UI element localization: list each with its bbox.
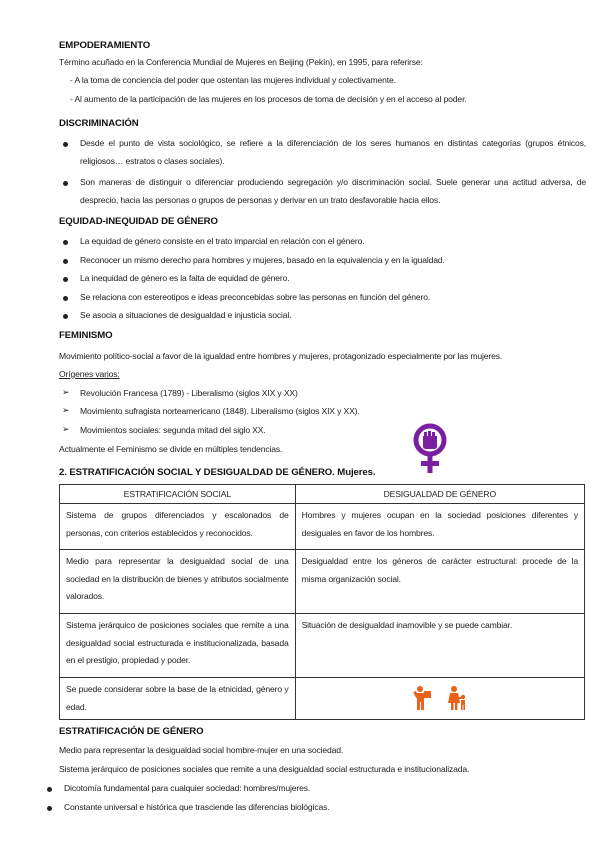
equidad-item: La inequidad de género es la falta de equidad de género. <box>80 273 290 283</box>
table-cell-text: Hombres y mujeres ocupan en la sociedad posiciones diferentes y desiguales en favor de los hombres. <box>301 510 578 538</box>
empoderamiento-item: - A la toma de conciencia del poder que ostentan las mujeres individual y colectivamente. <box>70 75 396 85</box>
woman-with-child-icon <box>446 685 468 711</box>
table-header-row <box>60 485 585 504</box>
equidad-item: Se asocia a situaciones de desigualdad e injusticia social. <box>80 310 292 320</box>
bullet-dot-icon <box>63 259 68 264</box>
equidad-item: Reconocer un mismo derecho para hombres y mujeres, basado en la equivalencia y en la igualdad. <box>80 255 445 265</box>
heading-estratificacion-genero: ESTRATIFICACIÓN DE GÉNERO <box>59 726 204 737</box>
heading-empoderamiento: EMPODERAMIENTO <box>59 40 151 51</box>
bullet-dot-icon <box>63 277 68 282</box>
arrow-bullet-icon: ➢ <box>62 424 70 434</box>
discriminacion-item-1-line-1: Desde el punto de vista sociológico, se refiere a la diferenciación de los seres humanos en distintas categorías (grupos étnicos, <box>80 138 586 148</box>
table-cell <box>295 614 584 678</box>
arrow-bullet-icon: ➢ <box>62 387 70 397</box>
table-cell <box>60 504 296 550</box>
equidad-item: La equidad de género consiste en el trato imparcial en relación con el género. <box>80 236 365 246</box>
table-header-desigualdad: DESIGUALDAD DE GÉNERO <box>295 485 584 504</box>
table-cell <box>295 678 584 720</box>
feminismo-origin: Revolución Francesa (1789) - Liberalismo (siglos XIX y XX) <box>80 388 298 398</box>
discriminacion-item-2-line-1: Son maneras de distinguir o diferenciar produciendo segregación y/o discriminación social. Suele generar una actitud adversa, de <box>80 177 586 187</box>
table-row <box>60 550 585 614</box>
table-cell <box>60 614 296 678</box>
empoderamiento-item: - Al aumento de la participación de las mujeres en los procesos de toma de decisión y en el acceso al poder. <box>70 94 467 104</box>
estratificacion-genero-line: Medio para representar la desigualdad social hombre-mujer en una sociedad. <box>59 745 344 755</box>
feminismo-closing: Actualmente el Feminismo se divide en múltiples tendencias. <box>59 444 283 454</box>
man-carrying-box-icon <box>412 685 432 711</box>
discriminacion-item-1-line-2: religiosos… estratos o clases sociales). <box>80 156 225 166</box>
estratificacion-genero-item: Constante universal e histórica que trasciende las diferencias biológicas. <box>64 802 330 812</box>
feminist-fist-symbol-icon <box>412 423 448 475</box>
bullet-dot-icon <box>63 314 68 319</box>
table-cell-text: Se puede considerar sobre la base de la etnicidad, género y edad. <box>66 684 289 712</box>
discriminacion-item-2-line-2: desprecio, hacia las personas o grupos de personas y derivar en un trato desfavorable hacia ellos. <box>80 195 441 205</box>
table-cell-text: Desigualdad entre los géneros de carácter estructural: procede de la misma organización social. <box>301 556 578 584</box>
table-row <box>60 614 585 678</box>
table-cell <box>295 550 584 614</box>
section-2-title: 2. ESTRATIFICACIÓN SOCIAL Y DESIGUALDAD DE GÉNERO. Mujeres. <box>59 467 376 478</box>
bullet-dot-icon <box>63 142 68 147</box>
arrow-bullet-icon: ➢ <box>62 405 70 415</box>
bullet-dot-icon <box>47 787 52 792</box>
table-header-estratificacion: ESTRATIFICACIÓN SOCIAL <box>60 485 296 504</box>
bullet-dot-icon <box>63 296 68 301</box>
table-row <box>60 504 585 550</box>
feminismo-origin: Movimiento sufragista norteamericano (1848). Liberalismo (siglos XIX y XX). <box>80 406 360 416</box>
heading-equidad: EQUIDAD-INEQUIDAD DE GÉNERO <box>59 216 218 227</box>
table-row <box>60 678 585 720</box>
table-cell-text: Medio para representar la desigualdad social de una sociedad en la distribución de bienes y atributos socialmente valorados. <box>66 556 289 601</box>
table-cell-text: Sistema de grupos diferenciados y escalonados de personas, con criterios establecidos y reconocidos. <box>66 510 289 538</box>
bullet-dot-icon <box>47 806 52 811</box>
empoderamiento-intro: Término acuñado en la Conferencia Mundial de Mujeres en Beijing (Pekín), en 1995, para referirse: <box>59 57 423 67</box>
bullet-dot-icon <box>63 181 68 186</box>
table-cell <box>60 550 296 614</box>
stratification-table <box>59 484 585 720</box>
heading-discriminacion: DISCRIMINACIÓN <box>59 118 139 129</box>
table-cell <box>60 678 296 720</box>
gender-icons <box>302 681 578 711</box>
table-cell-text: Situación de desigualdad inamovible y se puede cambiar. <box>301 620 513 630</box>
heading-feminismo: FEMINISMO <box>59 330 113 341</box>
table-cell <box>295 504 584 550</box>
feminismo-intro: Movimiento político-social a favor de la igualdad entre hombres y mujeres, protagonizado especialmente por las mujeres. <box>59 351 503 361</box>
estratificacion-genero-line: Sistema jerárquico de posiciones sociales que remite a una desigualdad social estructurada e institucionalizada. <box>59 764 470 774</box>
feminismo-origin: Movimientos sociales: segunda mitad del siglo XX. <box>80 425 266 435</box>
table-cell-text: Sistema jerárquico de posiciones sociales que remite a una desigualdad social estructurada e institucionalizada, basada en el prestigio, propiedad y poder. <box>66 620 289 665</box>
bullet-dot-icon <box>63 240 68 245</box>
estratificacion-genero-item: Dicotomía fundamental para cualquier sociedad: hombres/mujeres. <box>64 783 311 793</box>
feminismo-origins-label: Orígenes varios: <box>59 369 120 379</box>
equidad-item: Se relaciona con estereotipos e ideas preconcebidas sobre las personas en función del género. <box>80 292 431 302</box>
